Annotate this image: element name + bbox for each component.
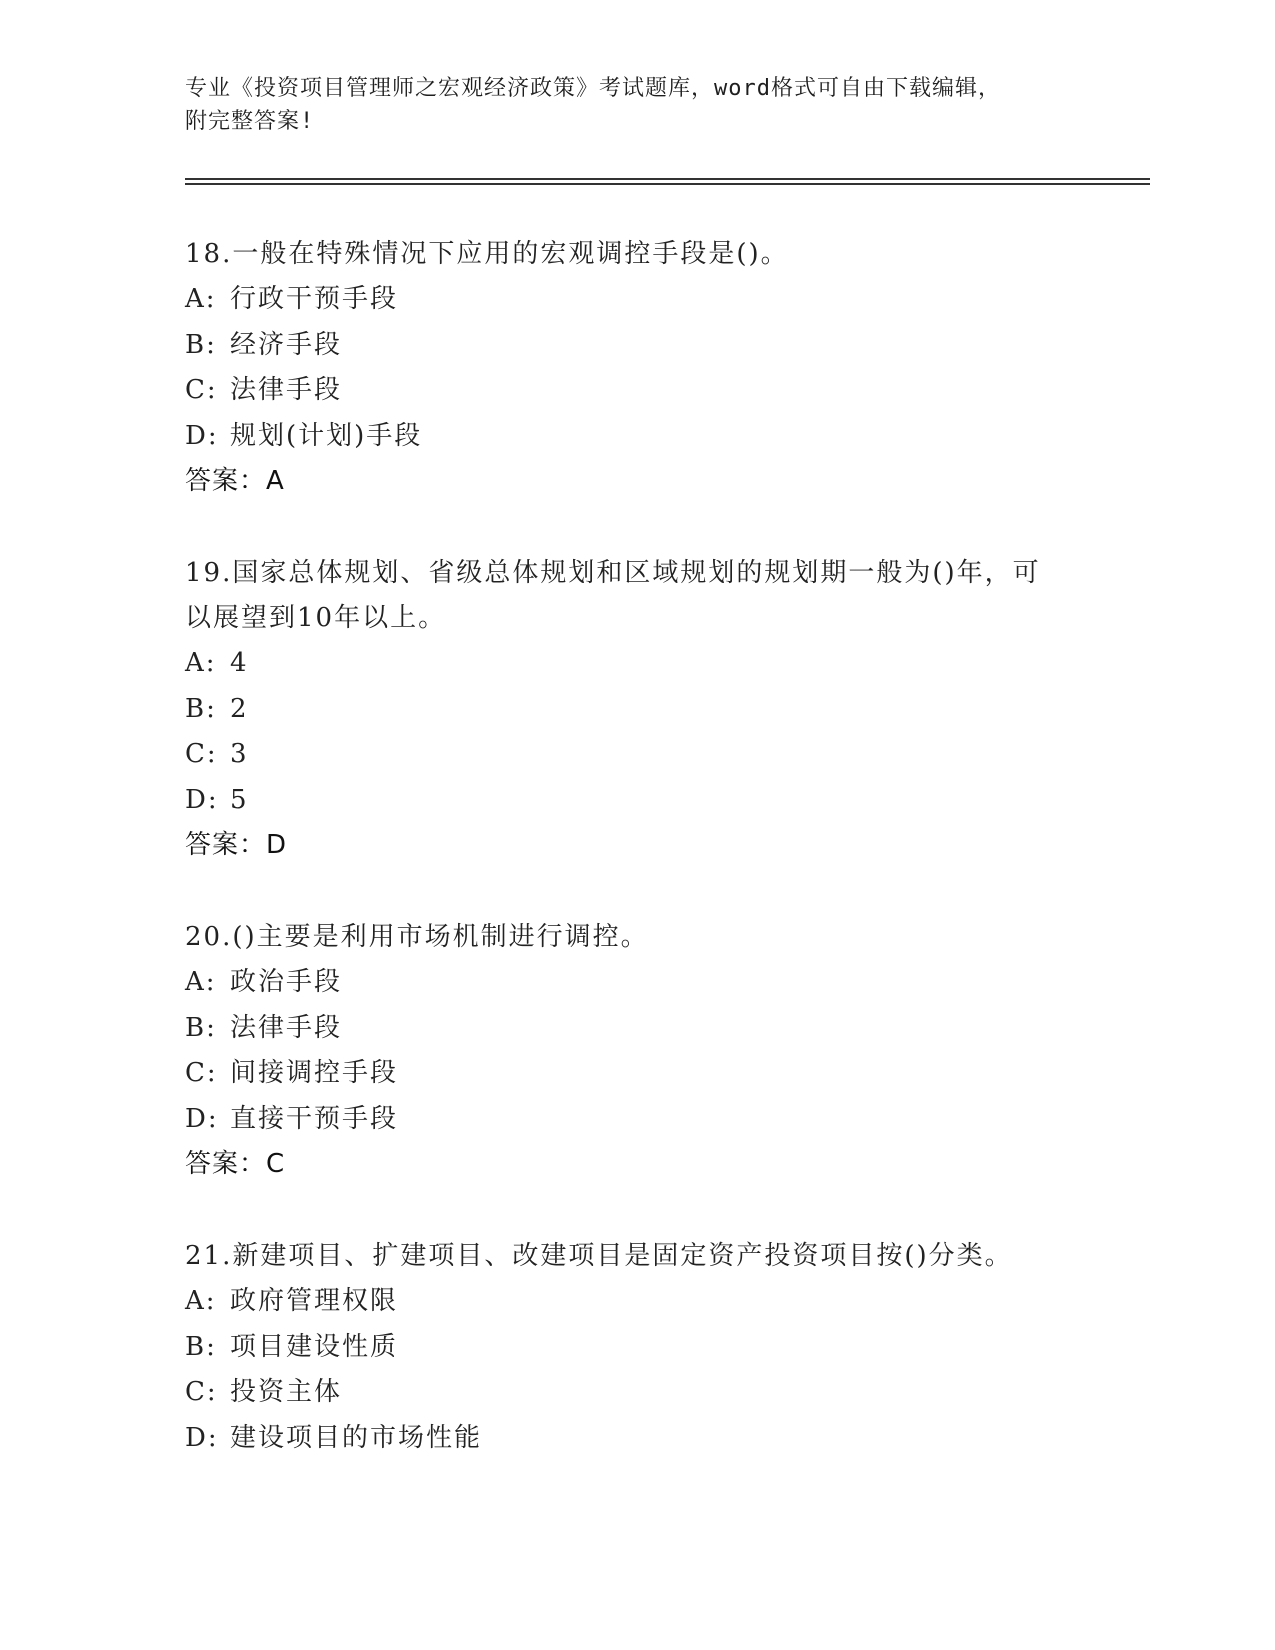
option-text: 间接调控手段 (230, 1058, 399, 1088)
option-d (185, 1416, 1085, 1462)
option-text: 规划(计划)手段 (230, 420, 423, 451)
option-text: 3 (230, 739, 249, 769)
question-18 (185, 232, 1085, 504)
option-letter: A: (185, 967, 217, 997)
option-c (185, 368, 1085, 414)
option-letter: B: (185, 1012, 217, 1043)
option-text: 法律手段 (230, 1012, 343, 1043)
option-a (185, 960, 1085, 1006)
option-b (185, 1325, 1085, 1371)
answer-label: 答案：C (185, 1149, 286, 1179)
option-text: 2 (230, 693, 249, 724)
option-text: 行政干预手段 (230, 284, 399, 314)
question-20 (185, 915, 1085, 1187)
option-letter: B: (185, 693, 217, 724)
option-letter: C: (185, 1058, 218, 1088)
option-letter: D: (185, 1103, 219, 1134)
option-letter: D: (185, 1422, 219, 1453)
option-text: 4 (230, 648, 249, 678)
option-letter: C: (185, 375, 218, 405)
option-b (185, 687, 1085, 733)
header-line-1: 专业《投资项目管理师之宏观经济政策》考试题库，word格式可自由下载编辑， (185, 76, 1001, 101)
option-b (185, 323, 1085, 369)
option-text: 5 (230, 784, 249, 815)
option-letter: B: (185, 329, 217, 360)
option-a (185, 277, 1085, 323)
option-a (185, 641, 1085, 687)
question-stem: 20.()主要是利用市场机制进行调控。 (185, 922, 649, 952)
option-text: 项目建设性质 (230, 1331, 399, 1362)
header-divider-bottom (185, 183, 1150, 185)
option-a (185, 1279, 1085, 1325)
option-letter: A: (185, 284, 217, 314)
option-c (185, 1051, 1085, 1097)
option-letter: D: (185, 784, 219, 815)
question-19 (185, 551, 1085, 868)
option-b (185, 1006, 1085, 1052)
question-21 (185, 1234, 1085, 1461)
option-c (185, 732, 1085, 778)
option-d (185, 778, 1085, 824)
option-text: 建设项目的市场性能 (230, 1422, 483, 1453)
header-divider-top (185, 178, 1150, 180)
question-stem: 18.一般在特殊情况下应用的宏观调控手段是()。 (185, 239, 789, 269)
option-letter: A: (185, 648, 217, 678)
option-text: 政府管理权限 (230, 1286, 399, 1316)
document-header (185, 72, 1085, 138)
option-letter: A: (185, 1286, 217, 1316)
option-text: 政治手段 (230, 967, 343, 997)
question-stem: 19.国家总体规划、省级总体规划和区域规划的规划期一般为()年，可以展望到10年以上。 (185, 558, 1041, 633)
option-text: 法律手段 (230, 375, 343, 405)
option-letter: B: (185, 1331, 217, 1362)
header-line-2: 附完整答案! (185, 109, 315, 134)
option-text: 经济手段 (230, 329, 343, 360)
option-text: 直接干预手段 (230, 1103, 399, 1134)
option-d (185, 1097, 1085, 1143)
option-text: 投资主体 (230, 1377, 343, 1407)
answer-label: 答案：D (185, 830, 288, 860)
option-c (185, 1370, 1085, 1416)
answer-label: 答案：A (185, 466, 285, 496)
question-stem: 21.新建项目、扩建项目、改建项目是固定资产投资项目按()分类。 (185, 1241, 1013, 1271)
option-letter: C: (185, 1377, 218, 1407)
option-d (185, 414, 1085, 460)
option-letter: C: (185, 739, 218, 769)
option-letter: D: (185, 420, 219, 451)
